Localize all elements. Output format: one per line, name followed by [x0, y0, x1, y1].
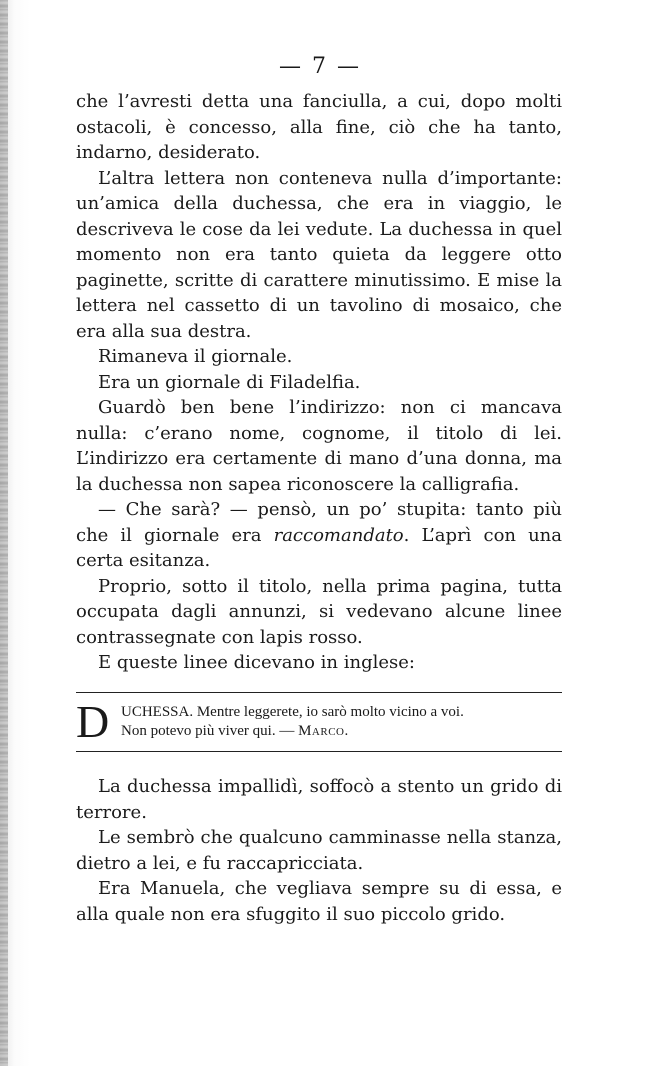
paragraph: Le sembrò che qualcuno camminasse nella stanza, dietro a lei, e fu raccapricciata. — [76, 827, 562, 874]
paragraph: La duchessa impallidì, soffocò a stento un grido di terrore. — [76, 776, 562, 823]
italic-word: raccomandato — [273, 524, 404, 546]
notice-text: Non potevo più viver qui. — — [121, 723, 299, 739]
notice-line-2 — [121, 722, 349, 741]
paragraph-text: . L’aprì con una certa esitanza. — [76, 524, 563, 571]
notice-line-1: UCHESSA. Mentre leggerete, io sarò molto vicino a voi. — [121, 704, 464, 720]
paragraph: Era Manuela, che vegliava sempre su di essa, e alla quale non era sfuggito il suo piccolo grido. — [76, 878, 562, 925]
page-number: — 7 — — [279, 54, 361, 79]
paragraph-text: — Che sarà? — pensò, un po’ stupita: tanto più che il giornale era — [76, 499, 562, 546]
paragraph: Rimaneva il giornale. — [98, 346, 293, 367]
notice-dropcap: D — [76, 696, 110, 747]
body-text-upper — [76, 89, 562, 676]
paragraph: L’altra lettera non conteneva nulla d’importante: un’amica della duchessa, che era in viaggio, le descriveva le cose da lei vedute. La duchessa in quel momento non era tanto quieta da leggere otto paginette, scritte di carattere minutissimo. E mise la lettera nel cassetto di un tavolino di mosaico, che era alla sua destra. — [76, 167, 562, 342]
page-binding-edge — [0, 0, 8, 1066]
paragraph: E queste linee dicevano in inglese: — [98, 652, 415, 673]
paragraph — [76, 497, 562, 574]
paragraph: Guardò ben bene l’indirizzo: non ci mancava nulla: c’erano nome, cognome, il titolo di lei. L’indirizzo era certamente di mano d’una donna, ma la duchessa non sapea riconoscere la calligrafia. — [76, 397, 562, 495]
paragraph: Era un giornale di Filadelfia. — [98, 371, 361, 393]
paragraph: Proprio, sotto il titolo, nella prima pagina, tutta occupata dagli annunzi, si vedevano alcune linee contrassegnate con lapis rosso. — [76, 575, 562, 648]
notice-signature: Marco. — [298, 723, 349, 739]
paragraph-continuation: che l’avresti detta una fanciulla, a cui, dopo molti ostacoli, è concesso, alla fine, ciò che ha tanto, indarno, desiderato. — [76, 91, 562, 163]
body-text-lower — [76, 774, 562, 927]
newspaper-notice — [76, 692, 562, 752]
